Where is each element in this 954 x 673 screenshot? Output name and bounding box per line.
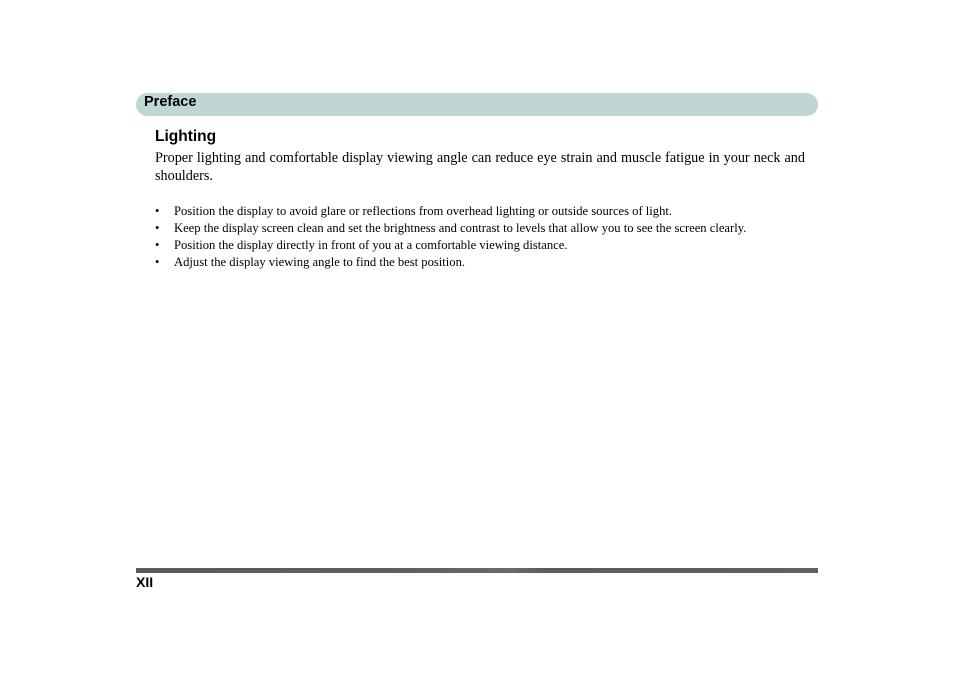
list-item [155,237,795,254]
intro-paragraph: Proper lighting and comfortable display viewing angle can reduce eye strain and muscle fatigue in your neck and shoulders. [155,150,805,184]
list-item [155,220,795,237]
list-item-text: Keep the display screen clean and set the brightness and contrast to levels that allow you to see the screen clearly. [174,221,747,235]
bullet-icon: • [155,255,160,269]
list-item-text: Position the display to avoid glare or reflections from overhead lighting or outside sources of light. [174,204,673,218]
list-item [155,203,795,220]
page-number: XII [136,574,154,590]
footer-divider [136,568,818,573]
list-item-text: Position the display directly in front of you at a comfortable viewing distance. [174,238,568,252]
list-item [155,254,795,271]
bullet-list [155,203,795,271]
section-title: Lighting [155,128,217,145]
bullet-icon: • [155,221,160,235]
bullet-icon: • [155,238,160,252]
bullet-icon: • [155,204,160,218]
header-bar [136,93,818,116]
chapter-title: Preface [144,94,197,110]
list-item-text: Adjust the display viewing angle to find the best position. [174,255,466,269]
